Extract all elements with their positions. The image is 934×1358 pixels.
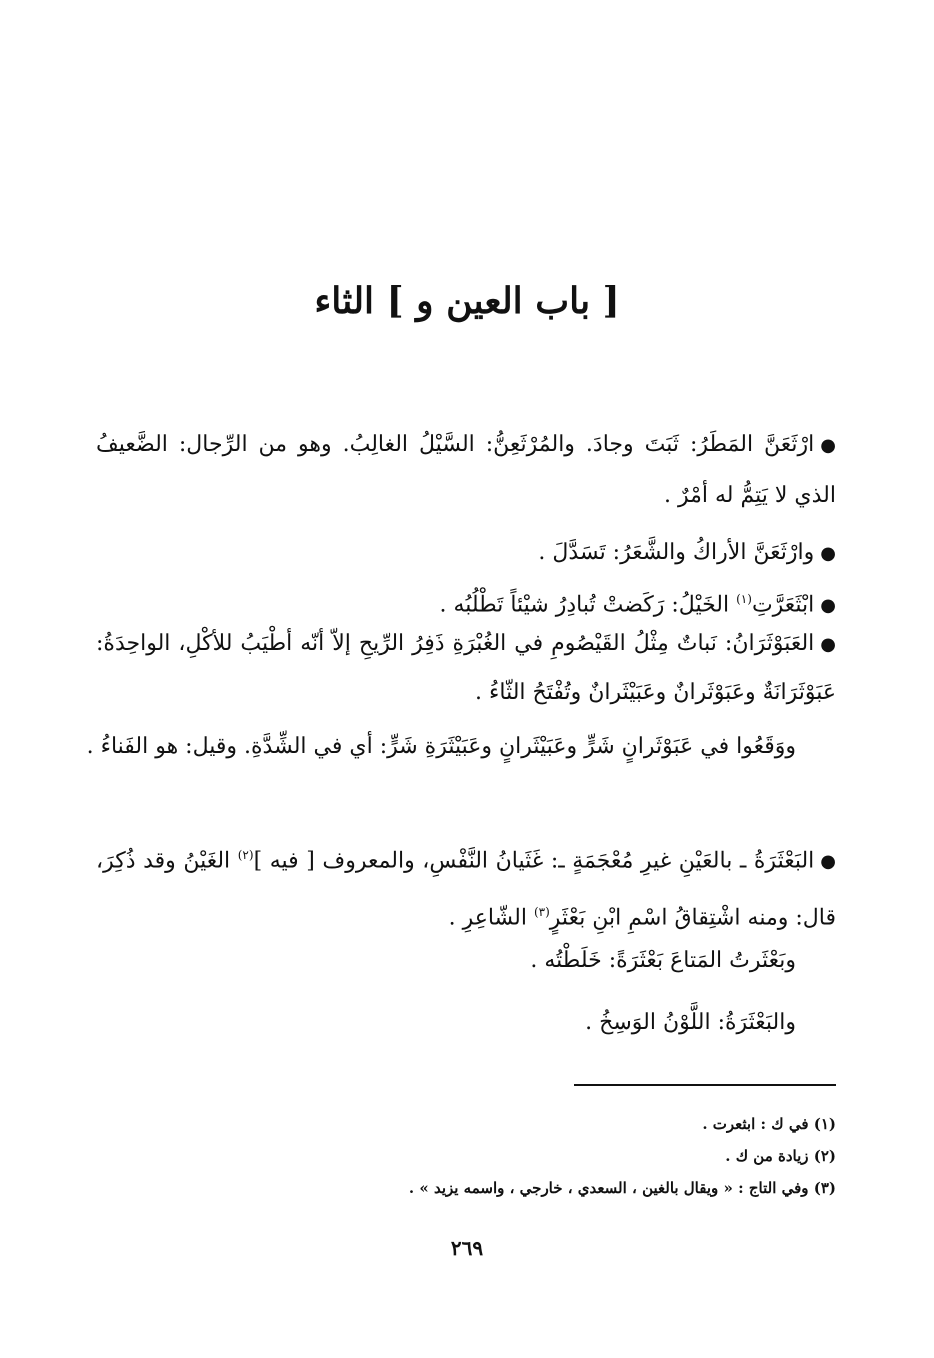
page-number: ٢٦٩ <box>450 1236 484 1260</box>
footnote-2: (٢) زيادة من ك . <box>725 1147 836 1165</box>
entry-text: العَبَوْثَرَانُ: نَباتٌ مِثْلُ القَيْصُومِ في الغُبْرَةِ ذَفِرُ الرِّيحِ إلاّ أنّه أطْيَبُ للأكْلِ، الواحِدَةُ: عَبَوْثَرَانَةٌ وعَبَوْثَرانٌ وعَبَيْثَرانٌ وتُفْتَحُ الثّاءُ . <box>96 631 836 705</box>
footnote-ref-2: (٢) <box>237 848 254 862</box>
bullet-marker: ● <box>820 435 836 456</box>
entry-text: ارْثَعَنَّ المَطَرُ: ثَبَتَ وجادَ. والمُرْثَعِنُّ: السَّيْلُ الغالِبُ. وهو من الرِّجال: الضَّعيفُ الذي لا يَتِمُّ له أمْرٌ . <box>96 432 836 508</box>
entry-irthaanna-al-arak <box>96 528 836 579</box>
bullet-marker: ● <box>820 634 836 655</box>
entry-al-bathara-al-lawn <box>56 998 836 1048</box>
bullet-marker: ● <box>820 851 836 873</box>
entry-waqau <box>56 722 836 772</box>
footnote-1: (١) في ك : ابثعرت . <box>702 1115 836 1133</box>
entry-bathartu-al-mata <box>56 936 836 986</box>
entry-text: الخَيْلُ: رَكَضتْ تُبادِرُ شيْئاً تَطْلُبُه . <box>439 592 737 618</box>
entry-text: وبَعْثَرتُ المَتاعَ بَعْثَرَةً: خَلَطْتُه . <box>530 948 796 973</box>
chapter-title: [ باب العين و ] الثاء <box>314 280 620 322</box>
entry-bathara <box>96 830 836 944</box>
entry-text: وارْثَعَنَّ الأراكُ والشَّعَرُ: تَسَدَّلَ . <box>538 540 815 565</box>
footnote-3: (٣) وفي التاج : « ويقال بالغين ، السعدي ، خارجي ، واسمه يزيد » . <box>408 1179 836 1197</box>
entry-text: البَعْثَرَةُ ـ بالعَيْنِ غيرِ مُعْجَمَةٍ ـ: غَثَيانُ النَّفْسِ، والمعروف [ فيه ] <box>253 848 815 874</box>
entry-abawtharan <box>96 620 836 717</box>
bullet-marker: ● <box>820 543 836 564</box>
entry-text: الشّاعِرِ . <box>448 905 534 931</box>
footnote-ref-1: (١) <box>736 592 752 606</box>
entry-text: ابْثَعَرَّتِ <box>751 592 815 618</box>
entry-text: ووَقَعُوا في عَبَوْثَرانٍ شَرٍّ وعَبَيْثَرانٍ وعَبَيْثَرَةِ شَرٍّ: أي في الشِّدَّةِ. وقيل: هو الفَناءُ . <box>86 734 796 759</box>
footnote-ref-3: (٣) <box>533 905 550 920</box>
entry-text: الغَيْنُ وقد ذُكِرَ، قال: ومنه اشْتِقاقُ اسْمِ ابْنِ بَعْثَرٍ <box>96 848 836 931</box>
footnote-divider <box>574 1084 836 1086</box>
footnotes-list <box>96 1108 836 1204</box>
entry-text: والبَعْثَرَةُ: اللَّوْنُ الوَسِخُ . <box>585 1010 796 1035</box>
entry-irthaanna-al-matar <box>96 420 836 521</box>
bullet-marker: ● <box>820 595 836 617</box>
